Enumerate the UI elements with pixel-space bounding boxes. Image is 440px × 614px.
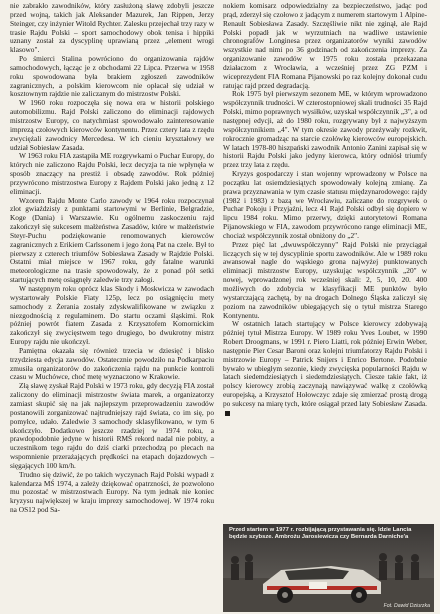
paragraph: Złą sławę zyskał Rajd Polski w 1973 roku, gdy decyzją FIA został zaliczony do eliminacji mistrzostw świata marek, a organizatorzy zamiast skupić się na jak najlepszym przeprowadzeniu zawodów postanowili zorganizować najtrudniejszy rajd świata, co im się, po pomyłce, udało. Zaledwie 3 samochody sklasyfikowano, w tym 6 ukończyło. Dodatkowo jeszcze rzadziej w 1974 roku, a prawdopodobnie jedyne w historii RMŚ rekord nadal nie pobity, a uczestnikom tego rajdu do dziś ciarki przechodzą po plecach na wspomnienie przerażających prędkości na etapach dojazdowych – sięgających 100 km/h. <box>10 381 214 470</box>
paragraph: Przez pięć lat „dwuwspółczynny" Rajd Polski nie przyciągał liczących się w tej dyscyplinie sportu zawodników. Ale w 1989 roku awansował nagle do wąskiego grona najwyżej punktowanych eliminacji mistrzostw Europy, uzyskując współczynnik „20" w nowej, wprowadzonej rok wcześniej skali: 2, 5, 10, 20. 400 możliwych do zdobycia w klasyfikacji ME punktów było wystarczającą zachętą, by na drogach Dolnego Śląska zaliczył się poziom na zawodników ubiegających się o tytuł mistrza Starego Kontynentu. <box>223 239 427 320</box>
end-of-article-mark <box>225 411 230 416</box>
paragraph: Pamiętna okazała się również trzecia w dziesięć i blisko trzydziesta edycja zawodów. Ostatecznie powodziło na Podkarpaciu zmusiła organizatorów do zakończenia rajdu na punkcie kontroli czasu w Muchówce, choć metę wyznaczono w Krakowie. <box>10 345 214 382</box>
rally-photo <box>223 524 434 612</box>
paragraph: Po śmierci Stalina powróciono do organizowania rajdów samochodowych, łącząc je z obchodami 22 Lipca. Przerwa w 1958 roku spowodowana była brakiem zgłoszeń zawodników zagranicznych, a polskim kierowcom nie opłacał się udział w kosztownym rajdzie nie zaliczanym do mistrzostw Polski. <box>10 54 214 99</box>
paragraph: Kryzys gospodarczy i stan wojenny wprowadzony w Polsce na początku lat osiemdziesiątych spowodowały kolejną zmianę. Za prawa przyznawania w tym czasie statusu międzynarodowego: rajdy (1982 i 1983) z bazą we Wrocławiu, zaliczane do rozgrywek o Puchar Pokoju i Przyjaźni, lecz 41 Rajd Polski odbył się dopiero w lipcu 1984 roku. Mimo przerwy, dzięki autorytetowi Romana Pijanowskiego w FIA, zawodom przywrócono range eliminacji ME, chociaż współczynnik został obniżony do „2". <box>223 169 427 240</box>
paragraph: nokiem komisarz odpowiedzialny za bezpieczeństwo, jadąc pod prąd, zderzył się czołowo z jadącym z numerem startowym 1 Alpine-Renault Sobiesława Zasady. Szczęśliwie nikt nie zginął, ale Rajd Polski popadł jak w wyrzutniach na wadliwe ustawienie chronografów Longinesa przez organizatorów wyniki zawodów wszystkie nad nimi po 36 godzinach od zakończenia imprezy. Za organizowanie zawodów w 1975 roku została przekazana działaczom z Wrocławia, a wcześniej przez ZG PZM i wiceprezydent FIA Romana Pijanowski po raz kolejny dokonał cudu ratując rajd przed degradacją. <box>223 1 427 90</box>
paragraph: W 1963 roku FIA zastąpiła ME rozgrywkami o Puchar Europy, do których nie zaliczono Rajdu Polski, lecz decyzja ta nie wpłynęła w sposób znaczący na prestiż i obsadę zawodów. Rok później przywrócono mistrzostwa Europy z Rajdem Polski jako jedną z 12 eliminacji. <box>10 151 214 196</box>
paragraph: nie zabrakło zawodników, który zasłużoną sławę zdobyli jeszcze przed wojną, takich jak Aleksander Mazurek, Jan Rippen, Jerzy Steinger, czy inżynier Witold Rychter. Zalesku przejechał trzy razy w trasie Rajdu Polski – sport samochodowy obok tenisa i hippiki uznany został za dyscyplinę uprawianą przez „element wrogi klasowo". <box>10 1 214 55</box>
paragraph: Wzorem Rajdu Monte Carlo zawody w 1964 roku rozpoczynał zlot gwiaździsty z punktami startowymi w Berlinie, Belgradzie, Koge (Dania) i Warszawie. Ku ogólnemu zaskoczeniu rajd zakończył się sukcesem małżeństwa Zasadów, które w małżeństwie Steyr-Puchu podziękowanie renomowanych kierowców zagranicznych z Erikiem Carlssonem i jego żoną Pat na czele. Był to pierwszy z czterech triumfów Sobiesława Zasady w Rajdzie Polski. Ostatni miał miejsce w 1967 roku, gdy fatalne warunki meteorologiczne na trasie spowodowały, że z ponad pół setki startujących metę osiągnęły zaledwie trzy załogi. <box>10 195 214 285</box>
paragraph: W 1960 roku rozpoczęła się nowa era w historii polskiego automobilizmu. Rajd Polski zaliczono do eliminacji rajdowych mistrzostw Europy, co natychmiast spowodowało zainteresowanie imprezą czołowych kierowców kontynentu. Przez cztery lata z rzędu zwyciężali zawodnicy Mercedesa. W ich cieniu kryształowy we udział Sobiesław Zasada. <box>10 98 214 152</box>
paragraph: W ostatnich latach startujący w Polsce kierowcy zdobywają później tytuł Mistrza Europy. W 1989 roku Yves Loubet, w 1990 Robert Droogmans, w 1991 r. Piero Liatti, rok później Erwin Weber, następnie Pier Cesar Baroni oraz kolejni triumfatorzy Rajdu Polski i mistrzowie Europy – Patrick Snijers i Enrico Bertone. Podobnie bywało w ubiegłym sezonie, kiedy zwycięska popularności Rajdu w latach siedemdziesiątych i siedemdziesiątych. Ciesze takie fakt, iż polscy kierowcy zrobią zaczynają nawiązywać walkę z czołówką europejską, a Krzysztof Hołowczyc zdaje się zmierzać prostą drogą po sukcesy na miarę tych, które osiągał przed laty Sobiesław Zasada. <box>223 320 427 417</box>
paragraph: W następnym roku oprócz klas Skody i Moskwicza w zawodach wystartowały Polskie Fiaty 125p, lecz po osiągnięciu mety samochody z Żerania zostały zdyskwalifikowane w związku z niezgodnością z regulaminem. Do startu oczami śląskimi. Rok później powrót fiatem Zasada z Krzysztofem Komornickim zakończył się zwycięstwem tego drugiego, bo dwukrotny mistrz Europy rajdu nie ukończył. <box>10 284 214 347</box>
right-text-column <box>223 2 427 418</box>
paragraph: Trudno się dziwić, że po takich wyczynach Rajd Polski wypadł z kalendarza MŚ 1974, a zależy dziękować opatrzności, że pozwolono mu pozostać w mistrzostwach Europy. Na tym jednak nie koniec kryzysu największej w kraju imprezy samochodowej. W 1974 roku na OS12 pod Sa- <box>10 469 214 515</box>
photo-credit: Fot. Dawid Dziurzka <box>383 603 430 609</box>
left-text-column <box>10 2 214 515</box>
paragraph: Rok 1975 był pierwszym sezonem ME, w którym wprowadzono współczynnik trudności. W czterostopniowej skali trudności 35 Rajd Polski, mimo poprawnych wysiłków, uzyskał współczynnik „3", a od następnej edycji, aż do 1980 roku, rozgrywany był z najwyższym współczynnikiem „4". W tym okresie zawody przeżywały rozkwit, rokrocznie gromadząc na starcie czołówkę kierowców europejskich. W latach 1978-80 hiszpański zawodnik Antonio Zanini zapisał się w historii Rajdu Polski jako jedyny kierowca, który odniósł triumfy przez trzy lata z rzędu. <box>223 89 427 170</box>
photo-caption: Przed startem w 1977 r. rozbijającą przystawania się. Idzie Lancia będzie szybsze. Ambrożu Jarosiewicza czy Bernarda Darniche'a <box>229 527 412 540</box>
